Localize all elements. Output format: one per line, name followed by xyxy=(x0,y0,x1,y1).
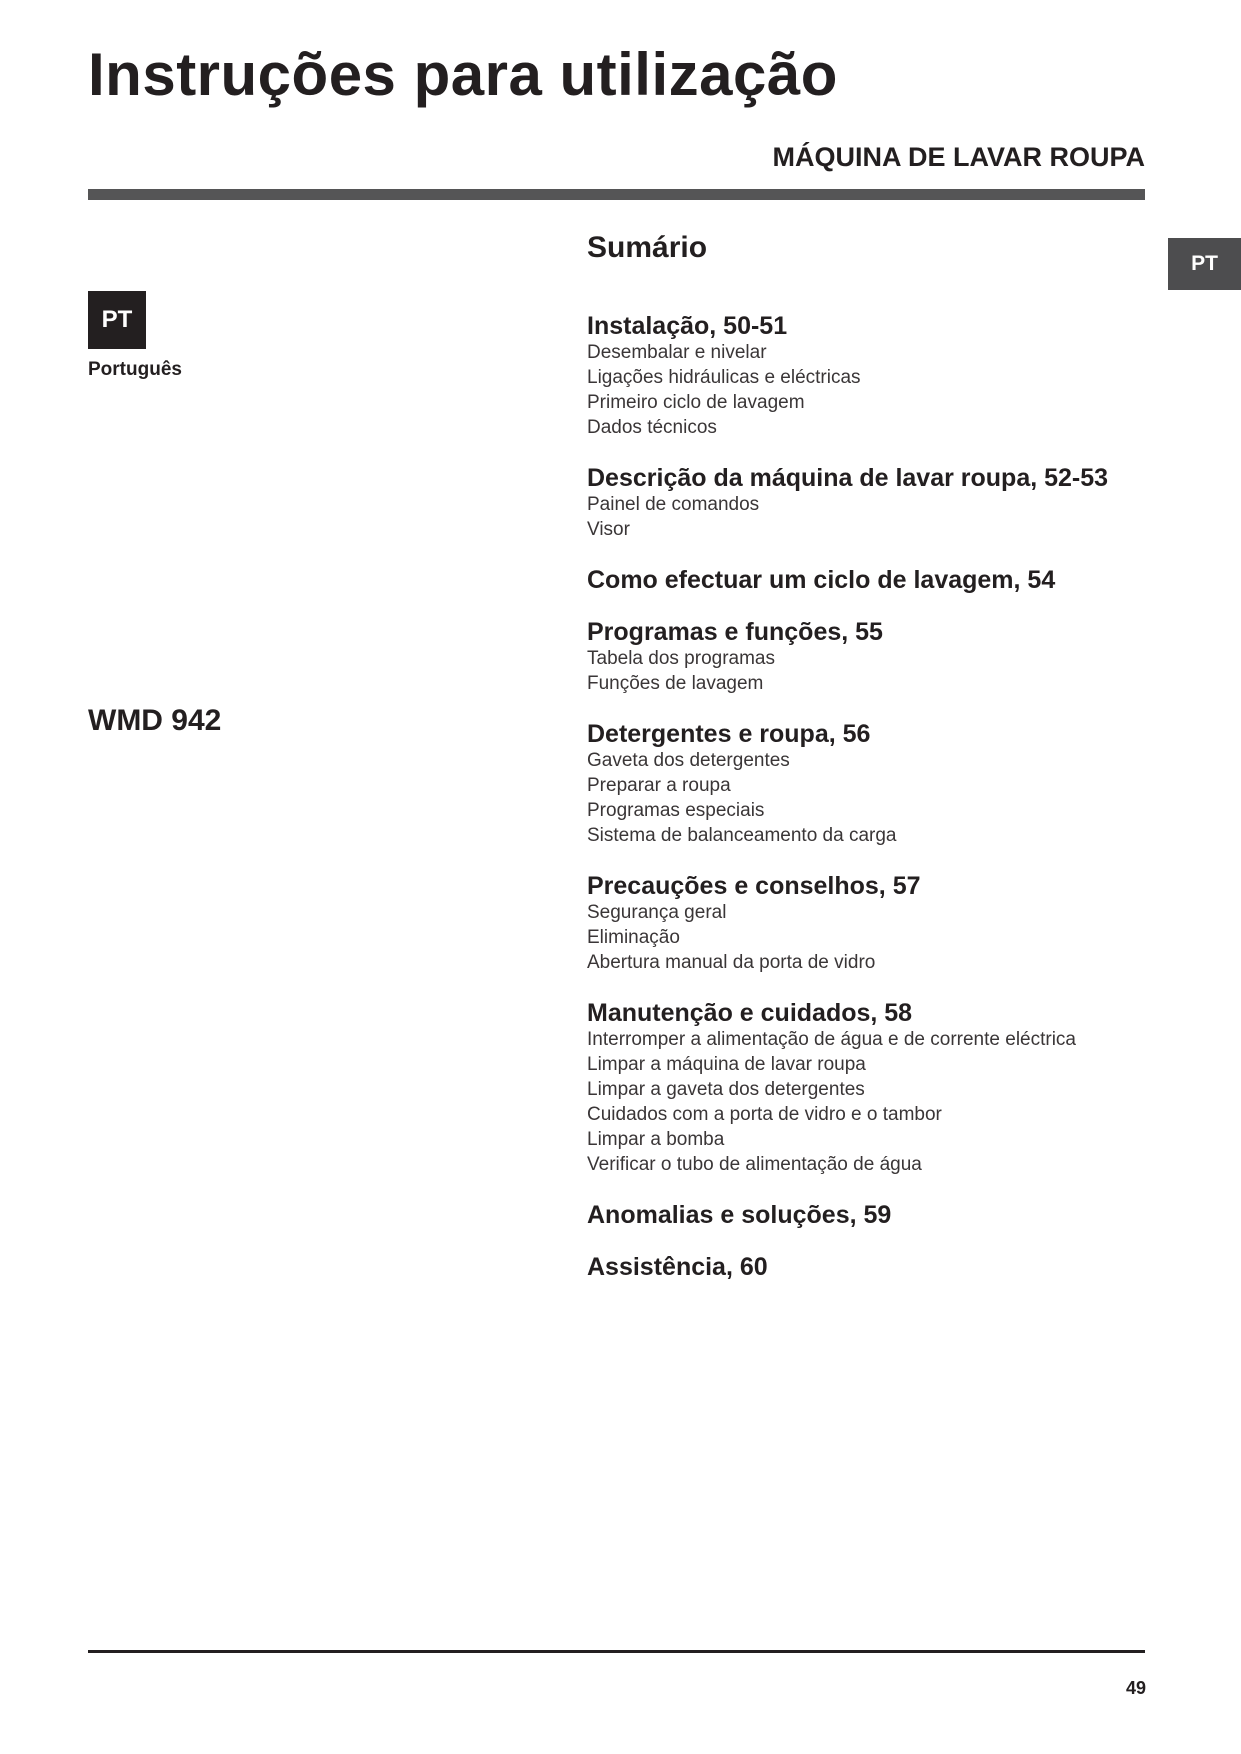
toc-section-title: Instalação, 50-51 xyxy=(587,312,788,340)
toc-section xyxy=(587,618,1147,696)
toc-section xyxy=(587,720,1147,848)
model-number: WMD 942 xyxy=(88,704,222,737)
header-divider xyxy=(88,189,1145,200)
toc-section xyxy=(587,566,1147,594)
toc-item: Limpar a gaveta dos detergentes xyxy=(587,1079,865,1100)
toc-item: Interromper a alimentação de água e de corrente eléctrica xyxy=(587,1029,1076,1050)
toc-item: Preparar a roupa xyxy=(587,775,731,796)
toc-item: Primeiro ciclo de lavagem xyxy=(587,392,805,413)
page-title: Instruções para utilização xyxy=(88,41,838,108)
toc-section-title: Manutenção e cuidados, 58 xyxy=(587,999,913,1027)
toc-section-title: Descrição da máquina de lavar roupa, 52-53 xyxy=(587,464,1109,492)
toc-section-title: Detergentes e roupa, 56 xyxy=(587,720,871,748)
toc-heading: Sumário xyxy=(587,231,708,264)
language-name: Português xyxy=(88,359,182,380)
toc-section xyxy=(587,1253,1147,1281)
toc-item: Segurança geral xyxy=(587,902,727,923)
language-side-tab: PT xyxy=(1168,238,1241,290)
page-number: 49 xyxy=(1125,1678,1146,1698)
toc-section xyxy=(587,872,1147,975)
toc-item: Limpar a máquina de lavar roupa xyxy=(587,1054,866,1075)
toc-section xyxy=(587,312,1147,440)
toc-section-title: Precauções e conselhos, 57 xyxy=(587,872,921,900)
toc-item: Sistema de balanceamento da carga xyxy=(587,825,897,846)
toc-section xyxy=(587,464,1147,542)
toc-item: Limpar a bomba xyxy=(587,1129,725,1150)
document-subtitle: MÁQUINA DE LAVAR ROUPA xyxy=(772,142,1145,172)
language-badge: PT xyxy=(88,291,146,349)
toc-section xyxy=(587,999,1147,1177)
toc-section-title: Programas e funções, 55 xyxy=(587,618,883,646)
toc-item: Abertura manual da porta de vidro xyxy=(587,952,876,973)
toc-item: Painel de comandos xyxy=(587,494,760,515)
toc-item: Desembalar e nivelar xyxy=(587,342,767,363)
toc-item: Funções de lavagem xyxy=(587,673,764,694)
toc-item: Verificar o tubo de alimentação de água xyxy=(587,1154,922,1175)
toc-section xyxy=(587,1201,1147,1229)
table-of-contents xyxy=(587,312,1147,1305)
toc-item: Visor xyxy=(587,519,630,540)
toc-item: Cuidados com a porta de vidro e o tambor xyxy=(587,1104,942,1125)
toc-item: Programas especiais xyxy=(587,800,765,821)
toc-section-title: Anomalias e soluções, 59 xyxy=(587,1201,892,1229)
toc-section-title: Assistência, 60 xyxy=(587,1253,768,1281)
toc-section-title: Como efectuar um ciclo de lavagem, 54 xyxy=(587,566,1056,594)
toc-item: Eliminação xyxy=(587,927,680,948)
toc-item: Dados técnicos xyxy=(587,417,717,438)
footer-divider xyxy=(88,1650,1145,1653)
toc-item: Gaveta dos detergentes xyxy=(587,750,790,771)
toc-item: Tabela dos programas xyxy=(587,648,775,669)
toc-item: Ligações hidráulicas e eléctricas xyxy=(587,367,861,388)
